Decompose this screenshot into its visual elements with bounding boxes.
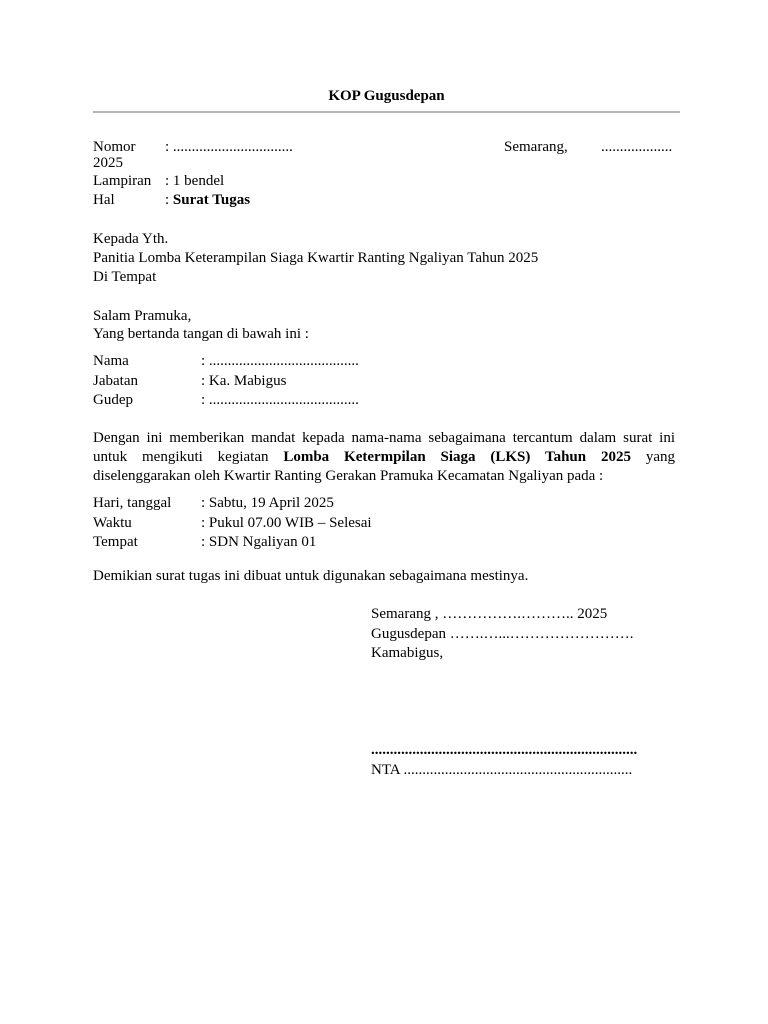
hari-value: : Sabtu, 19 April 2025 xyxy=(201,495,334,511)
kop-title: KOP Gugusdepan xyxy=(328,88,445,104)
signature-place-date: Semarang , …………….……….. 2025 xyxy=(371,606,608,622)
hal-label: Hal xyxy=(93,192,115,208)
hal-line xyxy=(165,191,250,210)
gudep-value: : ........................................ xyxy=(201,392,359,408)
kop-divider xyxy=(93,111,680,113)
waktu-label: Waktu xyxy=(93,515,132,531)
nomor-label: Nomor xyxy=(93,139,136,155)
tempat-label: Tempat xyxy=(93,534,138,550)
lampiran-label: Lampiran xyxy=(93,173,152,189)
hal-value: Surat Tugas xyxy=(172,192,251,208)
recipient-line3: Di Tempat xyxy=(93,269,157,285)
closing-text: Demikian surat tugas ini dibuat untuk digunakan sebagaimana mestinya. xyxy=(93,568,529,584)
event-name: Lomba Ketermpilan Siaga (LKS) Tahun 2025 xyxy=(283,449,631,465)
tempat-value: : SDN Ngaliyan 01 xyxy=(201,534,317,550)
greeting-salam: Salam Pramuka, xyxy=(93,308,192,324)
lampiran-value: : 1 bendel xyxy=(165,173,225,189)
signature-nta: NTA ............................................................. xyxy=(371,762,633,778)
signature-gudep: Gugusdepan …….…...……………………. xyxy=(371,626,634,642)
greeting-intro: Yang bertanda tangan di bawah ini : xyxy=(93,326,309,342)
mandate-text-before: Dengan ini memberikan mandat kepada nama-nama sebagaimana tercantum dalam surat ini untuk mengikuti kegiatan xyxy=(93,430,675,465)
mandate-paragraph xyxy=(93,429,675,486)
hari-label: Hari, tanggal xyxy=(93,495,172,511)
place-label: Semarang, xyxy=(504,139,568,155)
hal-colon: : xyxy=(165,192,173,208)
nama-label: Nama xyxy=(93,353,129,369)
place-date-dots: ................... xyxy=(601,139,673,155)
jabatan-value: : Ka. Mabigus xyxy=(201,373,287,389)
nama-value: : ........................................ xyxy=(201,353,359,369)
signature-name-line: ....................................................................... xyxy=(371,742,638,758)
recipient-line1: Kepada Yth. xyxy=(93,231,169,247)
jabatan-label: Jabatan xyxy=(93,373,138,389)
signature-role: Kamabigus, xyxy=(371,645,444,661)
nomor-value: : ................................ xyxy=(165,139,293,155)
waktu-value: : Pukul 07.00 WIB – Selesai xyxy=(201,515,372,531)
year-wrap: 2025 xyxy=(93,155,123,171)
mandate-text-after: yang diselenggarakan oleh Kwartir Ranting Gerakan Pramuka Kecamatan Ngaliyan pada : xyxy=(93,449,675,484)
recipient-line2: Panitia Lomba Keterampilan Siaga Kwartir Ranting Ngaliyan Tahun 2025 xyxy=(93,250,539,266)
gudep-label: Gudep xyxy=(93,392,133,408)
